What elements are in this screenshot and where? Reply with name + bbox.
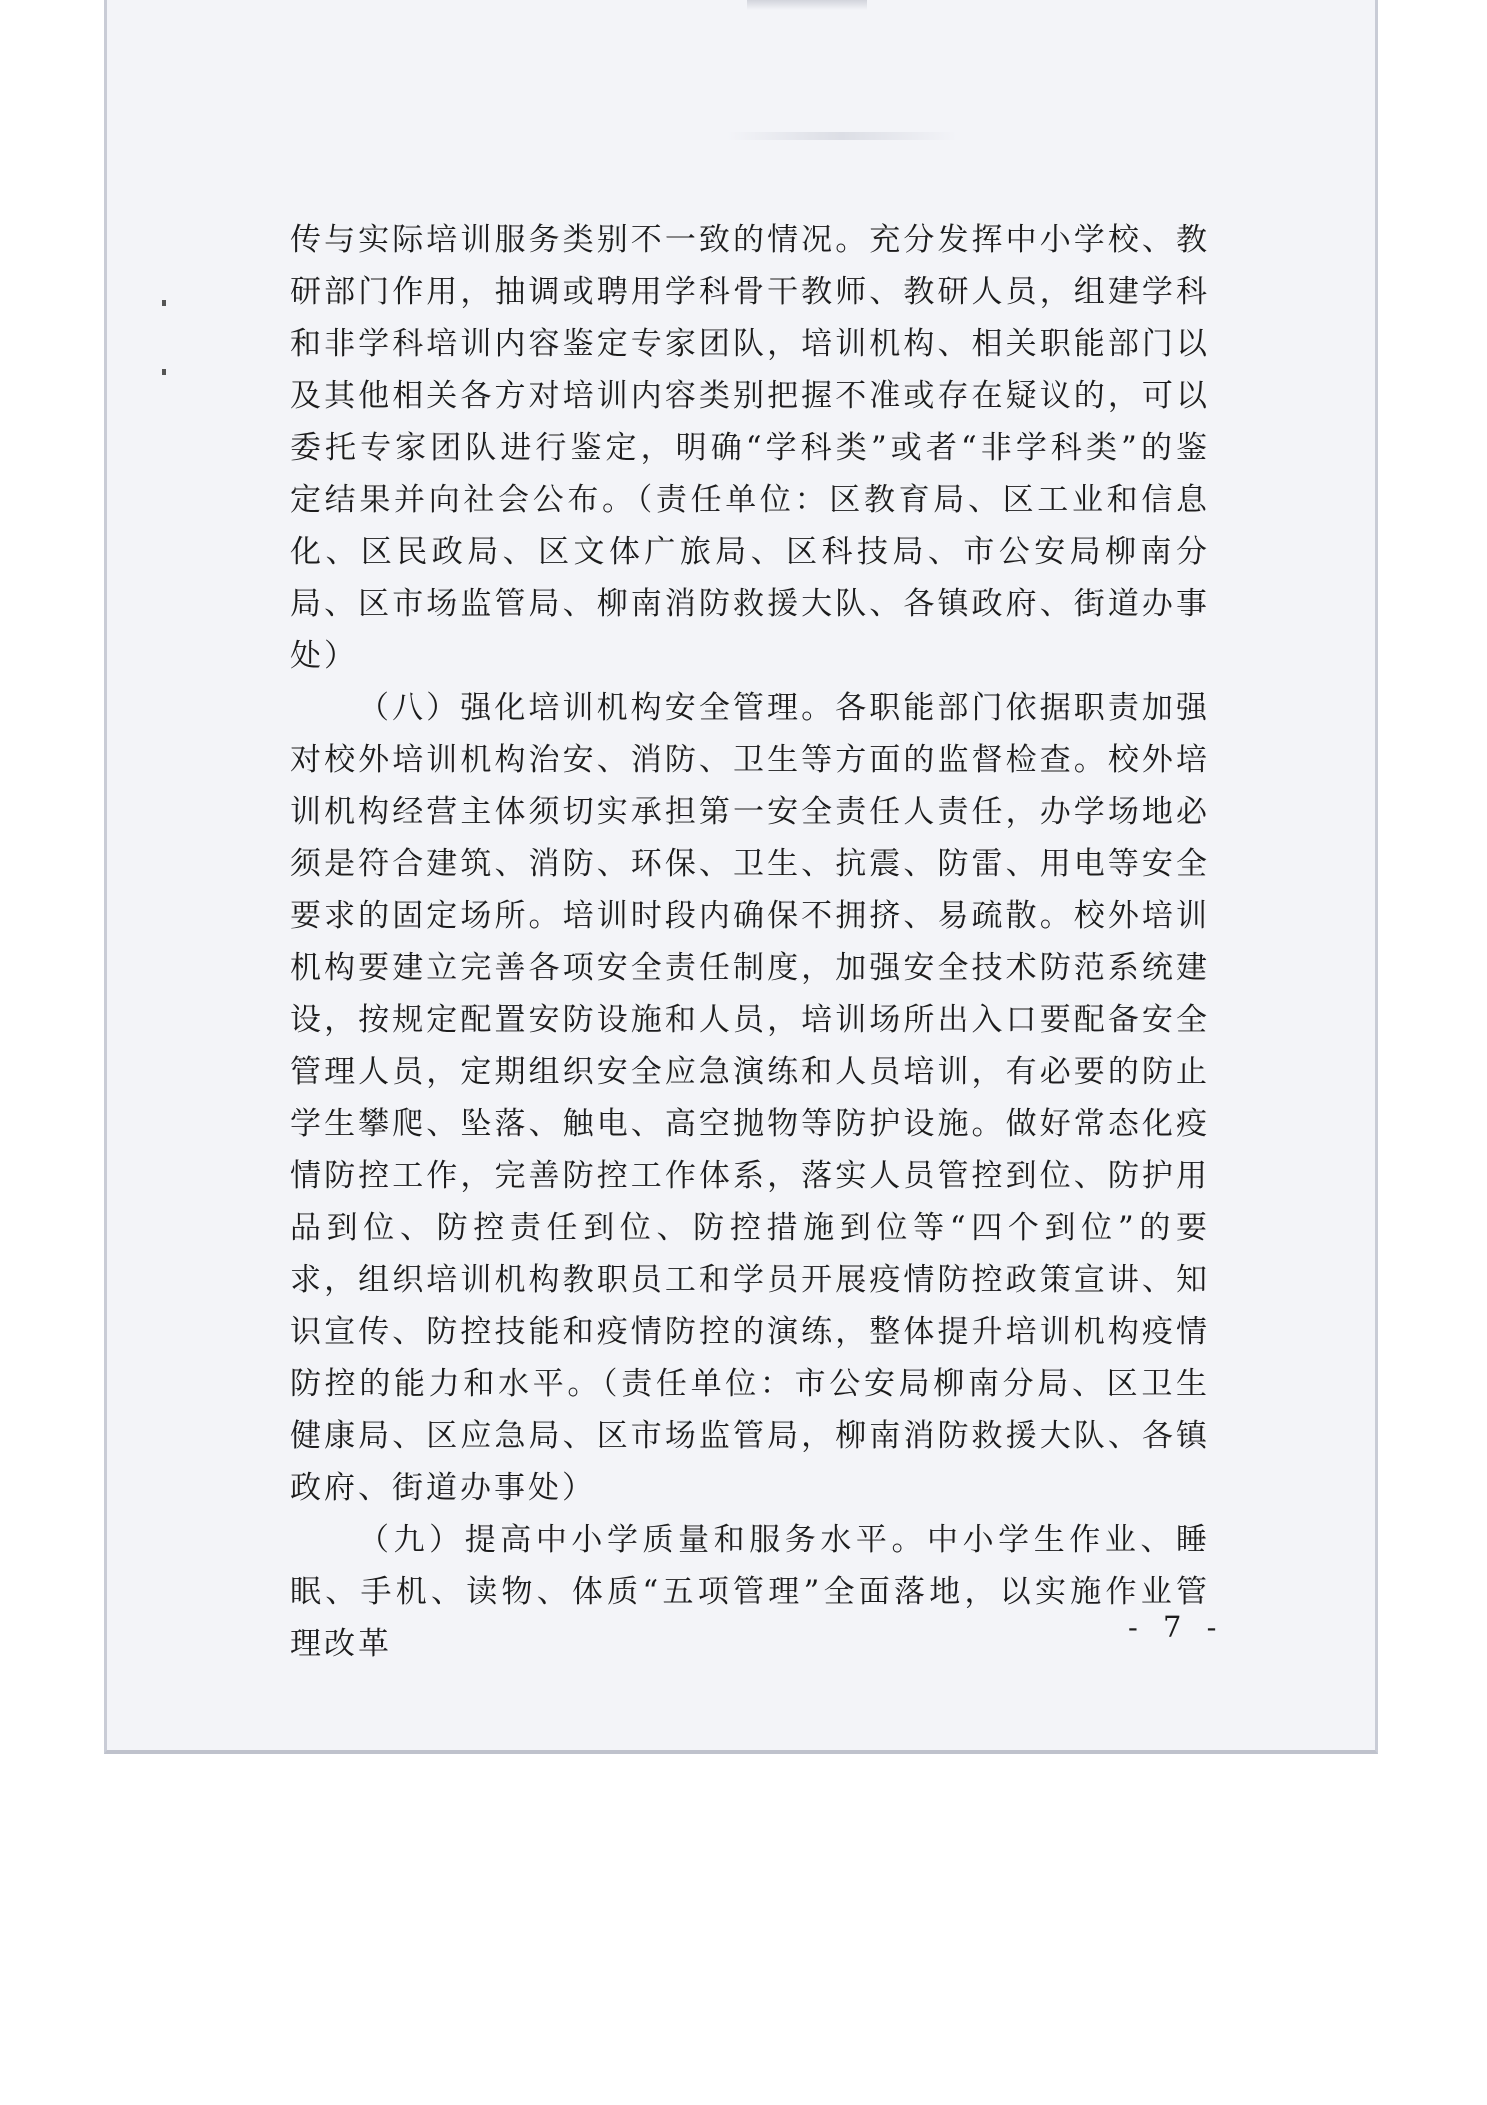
page-number: - 7 - [1128,1610,1225,1644]
paragraph-continuation: 传与实际培训服务类别不一致的情况。充分发挥中小学校、教研部门作用，抽调或聘用学科骨干教师、教研人员，组建学科和非学科培训内容鉴定专家团队，培训机构、相关职能部门以及其他相关各方对培训内容类别把握不准或存在疑议的，可以委托专家团队进行鉴定，明确“学科类”或者“非学科类”的鉴定结果并向社会公布。（责任单位：区教育局、区工业和信息化、区民政局、区文体广旅局、区科技局、市公安局柳南分局、区市场监管局、柳南消防救援大队、各镇政府、街道办事处） [290,222,1210,674]
document-body [290,214,1210,1670]
paragraph-section-8: （八）强化培训机构安全管理。各职能部门依据职责加强对校外培训机构治安、消防、卫生等方面的监督检查。校外培训机构经营主体须切实承担第一安全责任人责任，办学场地必须是符合建筑、消防、环保、卫生、抗震、防雷、用电等安全要求的固定场所。培训时段内确保不拥挤、易疏散。校外培训机构要建立完善各项安全责任制度，加强安全技术防范系统建设，按规定配置安防设施和人员，培训场所出入口要配备安全管理人员，定期组织安全应急演练和人员培训，有必要的防止学生攀爬、坠落、触电、高空抛物等防护设施。做好常态化疫情防控工作，完善防控工作体系，落实人员管控到位、防护用品到位、防控责任到位、防控措施到位等“四个到位”的要求，组织培训机构教职员工和学员开展疫情防控政策宣讲、知识宣传、防控技能和疫情防控的演练，整体提升培训机构疫情防控的能力和水平。（责任单位：市公安局柳南分局、区卫生健康局、区应急局、区市场监管局，柳南消防救援大队、各镇政府、街道办事处） [290,690,1210,1506]
binding-hole-mark [162,300,166,306]
binding-hole-mark [162,369,166,375]
show-through-mark-top [747,0,867,10]
paragraph-section-9: （九）提高中小学质量和服务水平。中小学生作业、睡眠、手机、读物、体质“五项管理”全面落地，以实施作业管理改革 [290,1522,1210,1662]
show-through-mark-header [727,132,957,140]
